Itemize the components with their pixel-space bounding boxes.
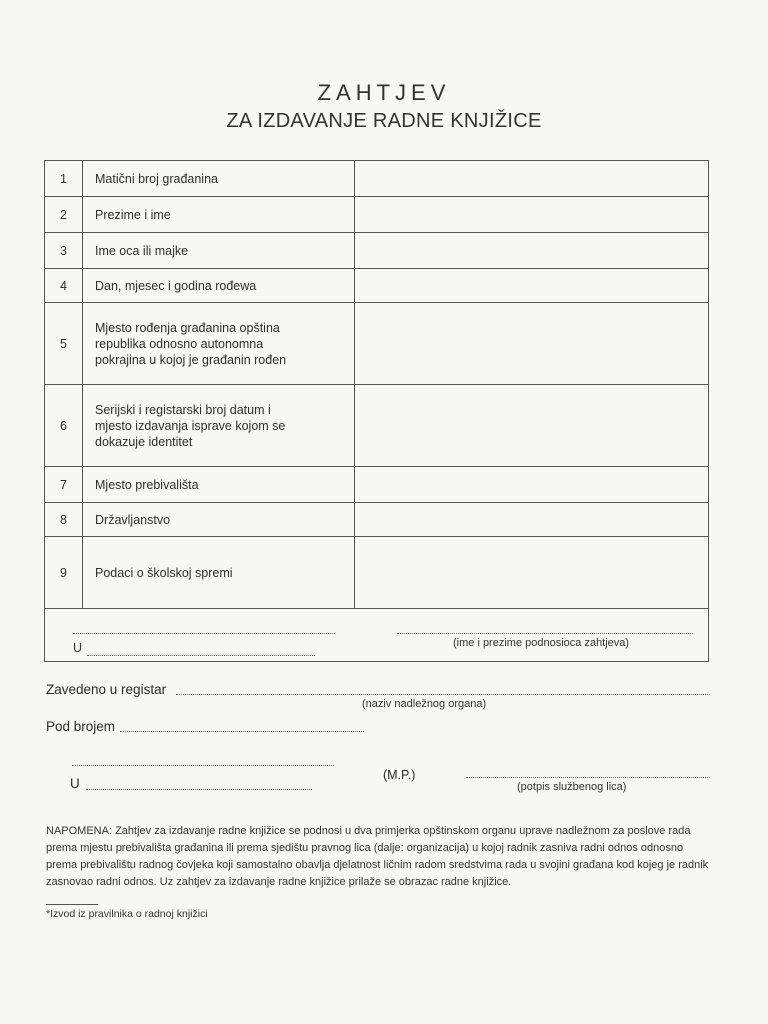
registry-place-prefix: U <box>70 776 80 791</box>
table-row <box>45 197 709 233</box>
field-label: Mjesto rođenja građanina opština republika odnosno autonomna pokrajina u kojoj je građanin rođen <box>83 303 355 385</box>
field-label: Podaci o školskoj spremi <box>83 537 355 609</box>
table-row <box>45 467 709 503</box>
row-number: 1 <box>45 161 83 197</box>
field-value-parent[interactable] <box>355 233 709 269</box>
field-label: Dan, mjesec i godina rođewa <box>83 269 355 303</box>
field-label: Mjesto prebivališta <box>83 467 355 503</box>
signature-cell <box>45 609 709 662</box>
row-number: 4 <box>45 269 83 303</box>
field-value-residence[interactable] <box>355 467 709 503</box>
official-caption: (potpis službenog lica) <box>517 781 627 793</box>
field-value-citizenship[interactable] <box>355 503 709 537</box>
stamp-label: (M.P.) <box>383 768 416 782</box>
form-subtitle: ZA IZDAVANJE RADNE KNJIŽICE <box>226 110 542 132</box>
registry-date-line[interactable] <box>72 765 334 766</box>
table-row <box>45 503 709 537</box>
organ-line[interactable] <box>176 694 710 695</box>
official-signature-line[interactable] <box>466 777 710 778</box>
row-number: 5 <box>45 303 83 385</box>
organ-caption: (naziv nadležnog organa) <box>362 698 487 710</box>
field-label: Državljanstvo <box>83 503 355 537</box>
row-number: 8 <box>45 503 83 537</box>
table-row <box>45 161 709 197</box>
field-value-birthplace[interactable] <box>355 303 709 385</box>
table-row <box>45 385 709 467</box>
footnote: *Izvod iz pravilnika o radnoj knjižici <box>46 908 208 920</box>
field-label: Matični broj građanina <box>83 161 355 197</box>
place-line[interactable] <box>87 655 315 656</box>
field-value-jmbg[interactable] <box>355 161 709 197</box>
table-row <box>45 537 709 609</box>
table-row <box>45 233 709 269</box>
footnote-rule <box>46 904 98 905</box>
form-title: ZAHTJEV <box>317 80 451 105</box>
registered-label: Zavedeno u registar <box>46 682 167 697</box>
field-value-name[interactable] <box>355 197 709 233</box>
table-row <box>45 303 709 385</box>
place-prefix: U <box>73 641 83 655</box>
number-label: Pod brojem <box>46 719 116 734</box>
table-row <box>45 269 709 303</box>
number-line[interactable] <box>120 731 364 732</box>
applicant-signature-line[interactable] <box>397 633 693 634</box>
row-number: 3 <box>45 233 83 269</box>
field-label: Serijski i registarski broj datum i mjesto izdavanja isprave kojom se dokazuje identitet <box>83 385 355 467</box>
field-label: Ime oca ili majke <box>83 233 355 269</box>
field-value-education[interactable] <box>355 537 709 609</box>
field-value-birthdate[interactable] <box>355 269 709 303</box>
registry-place-line[interactable] <box>86 789 312 790</box>
row-number: 7 <box>45 467 83 503</box>
applicant-caption: (ime i prezime podnosioca zahtjeva) <box>453 637 630 649</box>
row-number: 9 <box>45 537 83 609</box>
row-number: 6 <box>45 385 83 467</box>
signature-row <box>45 609 709 662</box>
field-value-id-document[interactable] <box>355 385 709 467</box>
row-number: 2 <box>45 197 83 233</box>
note-text: NAPOMENA: Zahtjev za izdavanje radne knjižice se podnosi u dva primjerka opštinskom organu uprave nadležnom za poslove rada prema mjestu prebivališta građanina ili prema sjedištu pravnog lica (dalje: organizacija) u kojoj radnik zasniva radni odnos odnosno prema prebivalištu radnog čovjeka koji samostalno obavlja djelatnost ličnim radom sredstvima rada u svojini građana kod kojeg je radnik zasnovao radni odnos. Uz zahtjev za izdavanje radne knjižice prilaže se obrazac radne knjižice. <box>46 825 709 888</box>
field-label: Prezime i ime <box>83 197 355 233</box>
date-line[interactable] <box>73 633 335 634</box>
application-table <box>44 160 709 662</box>
